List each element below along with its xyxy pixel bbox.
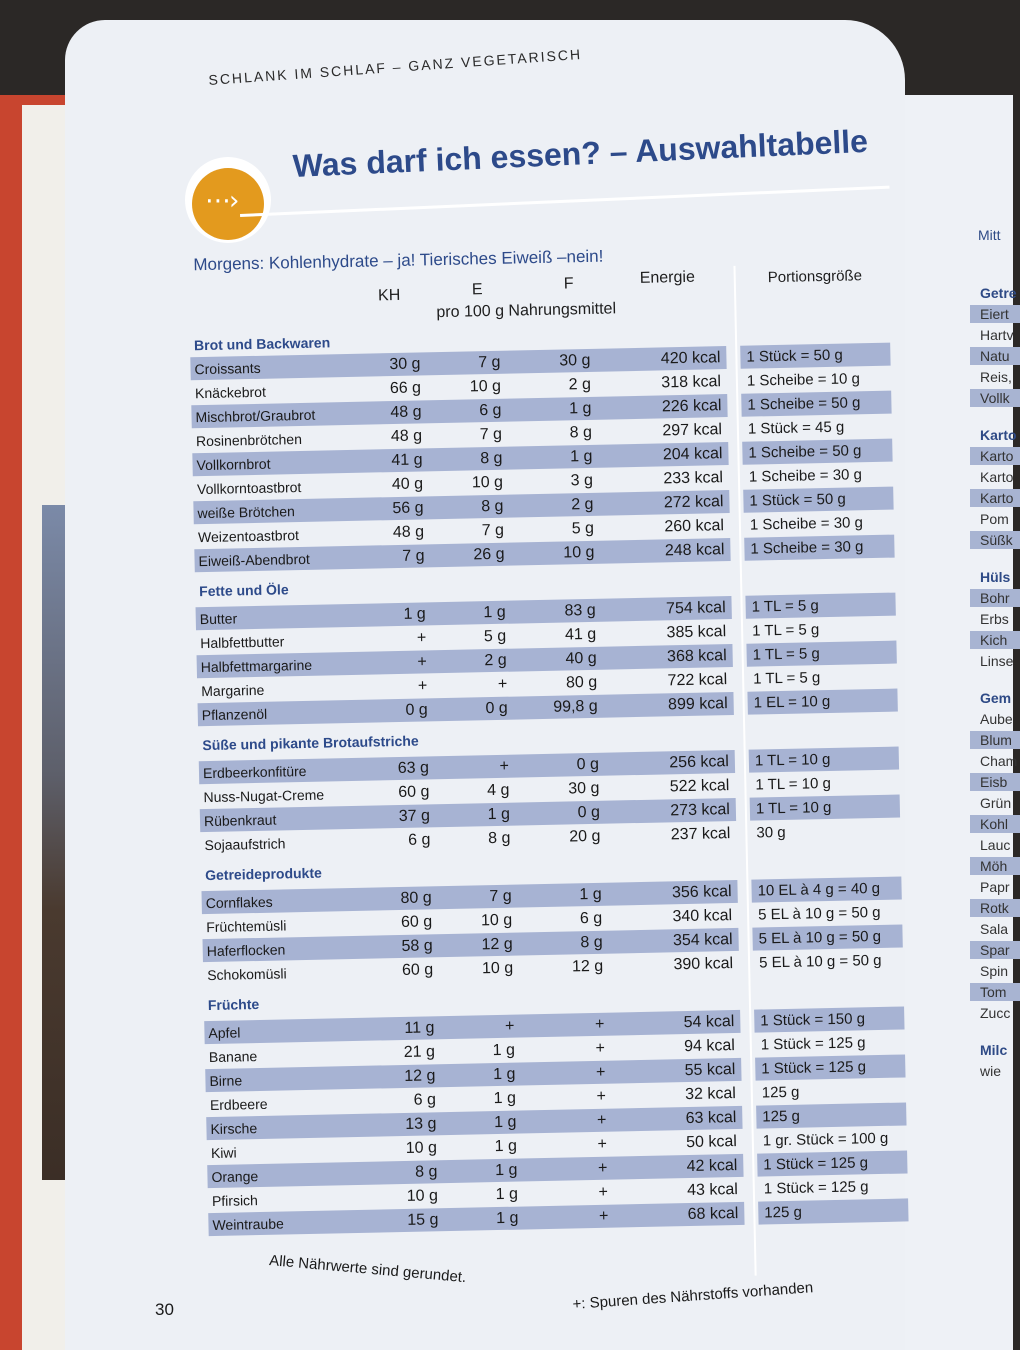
portion-size: 1 TL = 5 g	[751, 621, 820, 640]
food-name: Vollkorntoastbrot	[196, 478, 302, 498]
energy-value: 226 kcal	[661, 397, 722, 416]
energy-value: 522 kcal	[669, 777, 730, 796]
right-page-item: Karto	[980, 448, 1014, 464]
f-value: +	[594, 1015, 605, 1033]
food-name: Knäckebrot	[194, 383, 267, 402]
portion-size: 5 EL à 10 g = 50 g	[758, 927, 882, 948]
energy-value: 50 kcal	[685, 1133, 738, 1152]
kh-value: 11 g	[404, 1019, 435, 1037]
right-page-item: Spar	[980, 942, 1010, 958]
e-value: 1 g	[492, 1041, 516, 1060]
energy-value: 297 kcal	[662, 421, 723, 440]
header-f: F	[563, 275, 574, 293]
e-value: 1 g	[494, 1161, 518, 1180]
e-value: 8 g	[480, 449, 503, 468]
section-title: Fette und Öle	[199, 581, 289, 600]
right-page-item: Eisb	[980, 774, 1008, 790]
f-value: 41 g	[564, 625, 597, 644]
food-name: Pfirsich	[211, 1192, 259, 1210]
portion-size: 1 Stück = 125 g	[763, 1154, 869, 1174]
right-page-item: Möh	[980, 858, 1008, 874]
right-page-item: Kich	[980, 632, 1008, 648]
portion-size: 1 Stück = 45 g	[747, 418, 845, 438]
section-title: Brot und Backwaren	[193, 334, 331, 354]
e-value: 8 g	[481, 497, 504, 516]
kh-value: +	[416, 629, 427, 647]
energy-value: 32 kcal	[684, 1085, 737, 1104]
energy-value: 722 kcal	[667, 671, 728, 690]
food-name: Früchtemüsli	[206, 917, 287, 936]
f-value: 0 g	[576, 755, 600, 774]
f-value: 3 g	[570, 471, 594, 490]
portion-size: 30 g	[756, 823, 786, 842]
kh-value: 13 g	[405, 1115, 437, 1133]
energy-value: 356 kcal	[671, 883, 732, 902]
portion-size: 1 Stück = 150 g	[760, 1010, 866, 1030]
right-page-item: Milc	[980, 1042, 1008, 1058]
right-page-item: Grün	[980, 795, 1012, 811]
portion-size: 1 Stück = 125 g	[761, 1058, 867, 1078]
e-value: 2 g	[484, 651, 507, 670]
section-title: Getreideprodukte	[204, 864, 322, 884]
e-value: 1 g	[483, 603, 506, 622]
right-page-item: Hüls	[980, 569, 1011, 585]
portion-size: 5 EL à 10 g = 50 g	[757, 903, 881, 924]
e-value: 7 g	[478, 353, 501, 372]
f-value: 2 g	[571, 495, 594, 514]
portion-size: 1 gr. Stück = 100 g	[762, 1129, 889, 1150]
kh-value: 58 g	[401, 937, 433, 955]
food-name: Nuss-Nugat-Creme	[203, 786, 325, 806]
portion-size: 1 Stück = 50 g	[746, 346, 843, 366]
right-page-item: Hartv	[980, 327, 1014, 343]
kh-value: 12 g	[404, 1067, 436, 1085]
food-name: Croissants	[194, 359, 261, 378]
f-value: 10 g	[563, 543, 595, 562]
kh-value: +	[417, 653, 427, 671]
kh-value: 56 g	[392, 499, 424, 518]
energy-value: 43 kcal	[686, 1181, 739, 1200]
right-page-item: Reis,	[980, 369, 1012, 385]
f-value: 83 g	[564, 601, 596, 620]
food-name: Pflanzenöl	[201, 705, 268, 724]
food-name: Eiweiß-Abendbrot	[198, 550, 310, 570]
kh-value: +	[417, 677, 428, 695]
f-value: 1 g	[569, 399, 592, 418]
kh-value: 21 g	[403, 1043, 436, 1061]
portion-size: 1 Stück = 125 g	[763, 1178, 869, 1198]
f-value: 30 g	[559, 351, 591, 370]
page-number: 30	[155, 1300, 174, 1319]
portion-size: 1 Scheibe = 30 g	[749, 514, 864, 534]
f-value: 5 g	[571, 519, 595, 538]
f-value: +	[598, 1183, 609, 1201]
right-page-item: Karto	[980, 490, 1014, 506]
food-name: Schokomüsli	[207, 965, 287, 984]
energy-value: 54 kcal	[683, 1013, 735, 1032]
selection-table	[155, 233, 917, 1328]
energy-value: 233 kcal	[663, 469, 724, 488]
food-name: Sojaaufstrich	[204, 835, 286, 854]
energy-value: 94 kcal	[683, 1037, 736, 1056]
kh-value: 41 g	[391, 451, 423, 470]
right-page-item: Karto	[980, 469, 1014, 485]
energy-value: 260 kcal	[664, 517, 725, 536]
e-value: 1 g	[495, 1209, 519, 1228]
e-value: 10 g	[481, 959, 514, 978]
kh-value: 37 g	[398, 807, 431, 826]
kh-value: 48 g	[390, 403, 422, 422]
portion-size: 1 TL = 5 g	[752, 669, 821, 688]
f-value: 80 g	[565, 673, 598, 692]
footnote-rounded: Alle Nährwerte sind gerundet.	[268, 1252, 467, 1287]
right-page-item: Blum	[980, 732, 1012, 748]
header-per-100g: pro 100 g Nahrungsmittel	[436, 300, 617, 322]
right-page-item: Pom	[980, 511, 1009, 527]
e-value: 0 g	[485, 699, 508, 718]
header-energie: Energie	[639, 268, 696, 287]
food-name: Rübenkraut	[203, 811, 277, 830]
right-page-item: Rotk	[980, 900, 1009, 916]
right-page-heading: Mitt	[978, 227, 1001, 243]
food-name: Birne	[209, 1072, 243, 1090]
header-portion: Portionsgröße	[767, 267, 863, 287]
section-title: Früchte	[207, 995, 260, 1014]
energy-value: 354 kcal	[672, 931, 733, 950]
f-value: +	[597, 1159, 608, 1177]
e-value: 4 g	[487, 781, 510, 800]
right-page-item: Vollk	[980, 390, 1010, 406]
kh-value: 6 g	[413, 1091, 437, 1109]
kh-value: 80 g	[400, 889, 432, 907]
portion-size: 1 TL = 10 g	[755, 798, 832, 818]
kh-value: 10 g	[405, 1139, 438, 1157]
f-value: +	[596, 1087, 607, 1105]
food-name: Vollkornbrot	[196, 455, 271, 474]
right-page-item: Papr	[980, 879, 1010, 895]
portion-size: 1 Stück = 125 g	[760, 1034, 866, 1054]
kh-value: 60 g	[398, 783, 430, 802]
kh-value: 8 g	[414, 1163, 438, 1181]
right-page-item: Bohr	[980, 590, 1010, 606]
f-value: 2 g	[568, 375, 592, 394]
kh-value: 1 g	[403, 605, 426, 623]
right-page-item: wie	[980, 1063, 1002, 1079]
energy-value: 55 kcal	[684, 1061, 736, 1080]
portion-size: 1 Stück = 50 g	[749, 490, 846, 510]
right-page-item: Cham	[980, 753, 1018, 769]
f-value: +	[596, 1111, 607, 1129]
header-kh: KH	[377, 286, 401, 305]
right-page-item: Erbs	[980, 611, 1009, 627]
right-page	[898, 95, 1018, 1350]
food-name: Kirsche	[210, 1120, 258, 1138]
right-page-item: Karto	[980, 427, 1017, 443]
kh-value: 30 g	[389, 355, 421, 374]
energy-value: 368 kcal	[666, 647, 727, 666]
kh-value: 40 g	[391, 475, 424, 494]
food-name: Erdbeere	[209, 1095, 268, 1114]
right-page-item: Tom	[980, 984, 1007, 1000]
e-value: 1 g	[492, 1065, 516, 1084]
e-value: 1 g	[493, 1089, 517, 1108]
energy-value: 340 kcal	[672, 907, 733, 926]
e-value: 26 g	[473, 545, 505, 564]
right-page-item: Kohl	[980, 816, 1009, 832]
energy-value: 385 kcal	[666, 623, 727, 642]
dotted-arrow-icon: ⋯›	[205, 186, 238, 216]
e-value: 7 g	[481, 521, 505, 540]
e-value: 1 g	[493, 1113, 517, 1132]
f-value: 99,8 g	[553, 697, 598, 716]
energy-value: 256 kcal	[669, 753, 730, 772]
section-title: Süße und pikante Brotaufstriche	[202, 732, 419, 754]
e-value: 10 g	[480, 911, 513, 930]
food-name: Halbfettbutter	[200, 633, 285, 652]
energy-value: 754 kcal	[665, 599, 726, 618]
food-name: Banane	[208, 1048, 258, 1066]
kh-value: 0 g	[405, 701, 428, 719]
portion-size: 1 TL = 5 g	[751, 597, 819, 616]
e-value: +	[499, 757, 510, 775]
portion-size: 1 EL = 10 g	[753, 692, 831, 712]
right-page-item: Natu	[980, 348, 1010, 364]
portion-size: 1 TL = 10 g	[754, 750, 831, 770]
kh-value: 10 g	[406, 1187, 439, 1205]
energy-value: 42 kcal	[686, 1157, 738, 1176]
right-page-item: Eiert	[980, 306, 1009, 322]
f-value: 8 g	[580, 933, 603, 952]
energy-value: 273 kcal	[670, 801, 731, 820]
f-value: 20 g	[569, 827, 601, 846]
portion-size: 1 Scheibe = 50 g	[747, 394, 861, 414]
energy-value: 63 kcal	[685, 1109, 737, 1128]
right-page-item: Gem	[980, 690, 1012, 706]
right-page-item: Linse	[980, 653, 1014, 669]
e-value: 7 g	[489, 887, 512, 906]
food-name: Halbfettmargarine	[200, 656, 313, 676]
right-page-item: Süßk	[980, 532, 1013, 548]
kh-value: 15 g	[407, 1211, 439, 1229]
energy-value: 420 kcal	[660, 349, 721, 368]
portion-size: 125 g	[764, 1203, 803, 1222]
portion-size: 1 Scheibe = 10 g	[746, 370, 861, 390]
right-page-item: Sala	[980, 921, 1009, 937]
food-name: Weizentoastbrot	[197, 527, 300, 546]
food-name: Orange	[211, 1168, 259, 1186]
energy-value: 248 kcal	[664, 541, 725, 560]
e-value: 1 g	[494, 1137, 518, 1156]
food-name: Cornflakes	[205, 893, 273, 912]
portion-size: 125 g	[762, 1107, 801, 1126]
kh-value: 66 g	[389, 379, 422, 398]
food-name: Haferflocken	[206, 941, 286, 960]
right-page-item: Getre	[980, 285, 1017, 301]
f-value: +	[598, 1207, 609, 1225]
f-value: 12 g	[571, 957, 604, 976]
energy-value: 318 kcal	[661, 373, 722, 392]
e-value: 1 g	[487, 805, 511, 824]
food-name: Kiwi	[210, 1144, 237, 1162]
e-value: 7 g	[479, 425, 503, 444]
footnote-traces: +: Spuren des Nährstoffs vorhanden	[572, 1279, 814, 1313]
right-page-item: Lauc	[980, 837, 1011, 853]
portion-size: 10 EL à 4 g = 40 g	[757, 879, 881, 900]
f-value: 6 g	[579, 909, 603, 928]
page-title: Was darf ich essen? – Auswahltabelle	[292, 122, 869, 184]
right-page-item: Spin	[980, 963, 1009, 979]
food-name: Weintraube	[212, 1215, 284, 1234]
kh-value: 7 g	[402, 547, 425, 565]
e-value: 8 g	[488, 829, 511, 848]
kh-value: 60 g	[401, 961, 434, 979]
kh-value: 6 g	[408, 831, 431, 849]
e-value: +	[504, 1017, 515, 1035]
header-e: E	[471, 281, 483, 299]
energy-value: 68 kcal	[687, 1204, 739, 1224]
portion-size: 125 g	[761, 1083, 800, 1102]
food-name: Mischbrot/Graubrot	[195, 406, 316, 426]
e-value: 10 g	[471, 473, 504, 492]
food-name: Rosinenbrötchen	[195, 430, 303, 450]
food-name: weiße Brötchen	[197, 503, 295, 522]
f-value: 1 g	[570, 447, 593, 466]
f-value: +	[597, 1135, 608, 1153]
food-name: Erdbeerkonfitüre	[202, 762, 307, 782]
f-value: 1 g	[579, 885, 602, 904]
e-value: 12 g	[481, 935, 513, 954]
energy-value: 237 kcal	[670, 825, 731, 844]
e-value: 1 g	[495, 1185, 519, 1204]
portion-size: 5 EL à 10 g = 50 g	[758, 951, 882, 972]
food-name: Apfel	[208, 1024, 241, 1042]
e-value: +	[497, 675, 508, 693]
portion-size: 1 Scheibe = 30 g	[750, 538, 864, 558]
portion-size: 1 Scheibe = 50 g	[748, 442, 862, 462]
kh-value: 63 g	[397, 759, 430, 778]
food-name: Butter	[199, 610, 238, 628]
right-page-item: Zucc	[980, 1005, 1011, 1021]
running-head: SCHLANK IM SCHLAF – GANZ VEGETARISCH	[208, 45, 583, 88]
f-value: 40 g	[565, 649, 597, 668]
e-value: 5 g	[483, 627, 507, 646]
e-value: 10 g	[469, 377, 502, 396]
f-value: 8 g	[569, 423, 593, 442]
kh-value: 48 g	[392, 523, 425, 542]
food-name: Margarine	[201, 681, 265, 700]
f-value: +	[595, 1039, 606, 1057]
energy-value: 390 kcal	[673, 955, 734, 974]
f-value: 30 g	[568, 779, 600, 798]
f-value: +	[595, 1063, 606, 1081]
kh-value: 48 g	[390, 427, 423, 446]
energy-value: 899 kcal	[667, 695, 728, 714]
energy-value: 272 kcal	[663, 493, 724, 512]
portion-size: 1 TL = 5 g	[752, 645, 820, 664]
energy-value: 204 kcal	[662, 445, 723, 464]
f-value: 0 g	[577, 803, 601, 822]
kh-value: 60 g	[400, 913, 433, 931]
table-subtitle: Morgens: Kohlenhydrate – ja! Tierisches Eiweiß –nein!	[193, 246, 604, 275]
portion-size: 1 TL = 10 g	[755, 774, 832, 794]
portion-size: 1 Scheibe = 30 g	[748, 466, 863, 486]
e-value: 6 g	[479, 401, 502, 420]
right-page-item: Aube	[980, 711, 1013, 727]
